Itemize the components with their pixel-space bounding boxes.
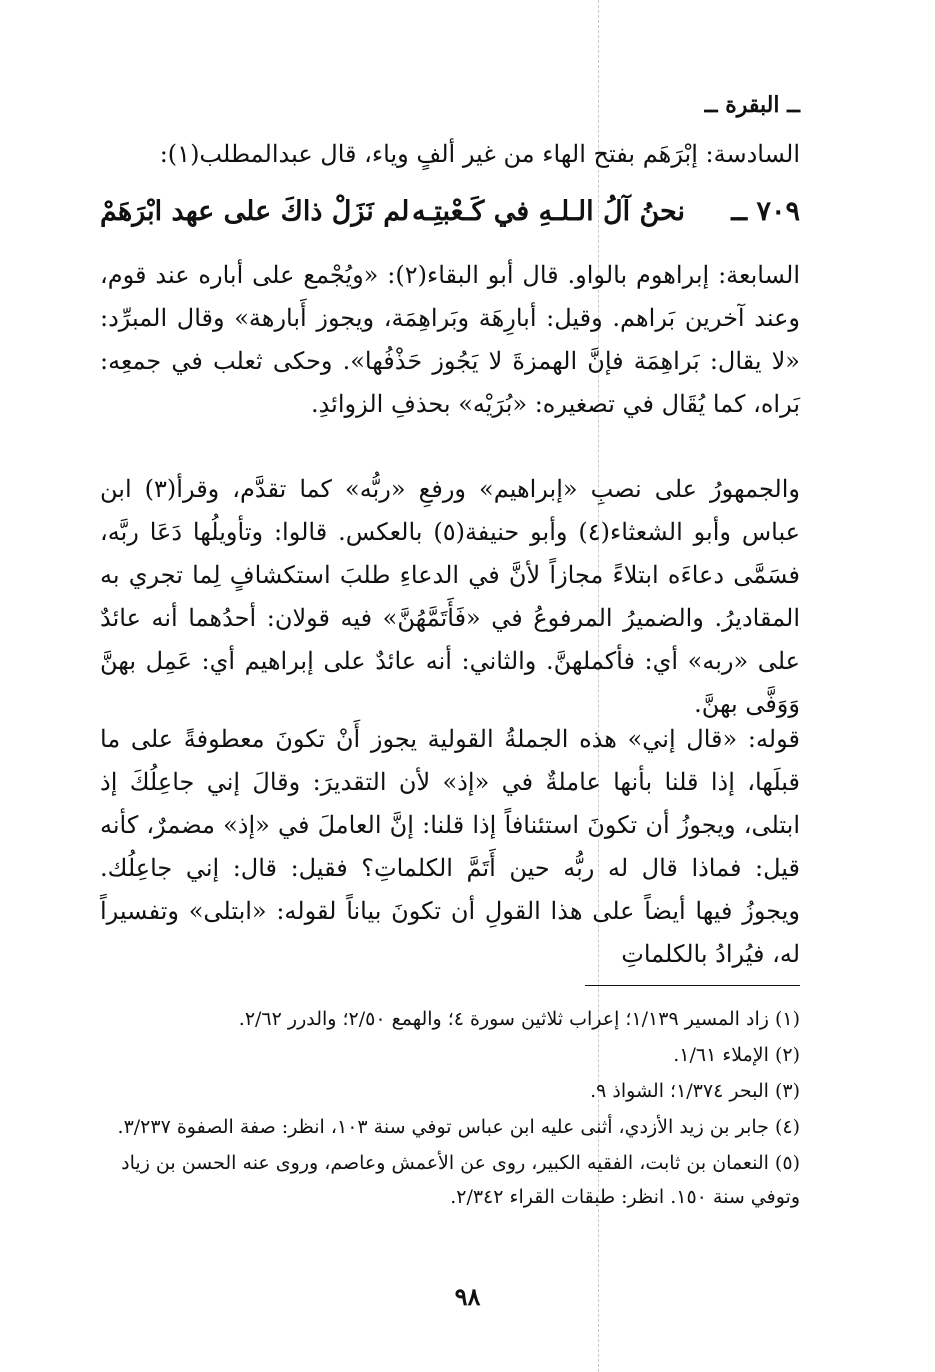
paragraph-seventh-variant: السابعة: إبراهوم بالواو. قال أبو البقاء(٢): «ويُجْمع على أباره عند قوم، وعند آخرين بَراهم. وقيل: أبارِهَة وبَراهِمَة، ويجوز أَبارهة» وقال المبرِّد: «لا يقال: بَراهِمَة فإنَّ الهمزةَ لا يَجُوز حَذْفُها». وحكى ثعلب في جمعِه: بَراه، كما يُقَال في تصغيره: «بُرَيْه» بحذفِ الزوائدِ. xyxy=(100,261,800,418)
footnotes-list xyxy=(100,1002,800,1216)
paragraph-qala-inni: قوله: «قال إني» هذه الجملةُ القولية يجوز أَنْ تكونَ معطوفةً على ما قبلَها، إذا قلنا بأنها عاملةٌ في «إذ» لأن التقديرَ: وقالَ إني جاعِلُكَ إذ ابتلى، ويجوزُ أن تكونَ استئنافاً إذا قلنا: إنَّ العاملَ في «إذ» مضمرٌ، كأنه قيل: فماذا قال له ربُّه حين أَتَمَّ الكلماتِ؟ فقيل: قال: إني جاعِلُك. ويجوزُ فيها أيضاً على هذا القولِ أن تكونَ بياناً لقوله: «ابتلى» وتفسيراً له، فيُرادُ بالكلماتِ xyxy=(100,725,800,968)
footnote-5: (٥) النعمان بن ثابت، الفقيه الكبير، روى عن الأعمش وعاصم، وروى عنه الحسن بن زياد وتوفي سنة ١٥٠. انظر: طبقات القراء ٢/٣٤٢. xyxy=(121,1152,800,1208)
page-number: ٩٨ xyxy=(454,1282,481,1311)
verse-first-hemistich: نحنُ آلُ الـلـهِ في كَـعْبتِـه xyxy=(411,196,685,227)
footnote-2: (٢) الإملاء ١/٦١. xyxy=(673,1044,800,1066)
footnote-1: (١) زاد المسير ١/١٣٩؛ إعراب ثلاثين سورة ٤؛ والهمع ٢/٥٠؛ والدرر ٢/٦٢. xyxy=(238,1008,800,1030)
footnote-4: (٤) جابر بن زيد الأزدي، أثنى عليه ابن عباس توفي سنة ١٠٣، انظر: صفة الصفوة ٣/٢٣٧. xyxy=(117,1116,800,1138)
poetry-verse xyxy=(100,192,800,240)
verse-number: ٧٠٩ ــ xyxy=(731,196,800,227)
footnote-separator xyxy=(585,985,800,986)
footnote-3: (٣) البحر ١/٣٧٤؛ الشواذ ٩. xyxy=(590,1080,800,1102)
verse-second-hemistich: لم نَزَلْ ذاكَ على عهد ابْرَهَمْ xyxy=(100,196,410,227)
running-head: ــ البقرة ــ xyxy=(704,92,800,118)
paragraph-readings: والجمهورُ على نصبِ «إبراهيم» ورفعِ «ربُّه» كما تقدَّم، وقرأ(٣) ابن عباس وأبو الشعثاء(٤) وأبو حنيفة(٥) بالعكس. قالوا: وتأويلُها دَعَا ربَّه، فسَمَّى دعاءَه ابتلاءً مجازاً لأنَّ في الدعاءِ طلبَ استكشافٍ لِما تجري به المقاديرُ. والضميرُ المرفوعُ في «فَأَتَمَّهُنَّ» فيه قولان: أحدُهما أنه عائدٌ على «ربه» أي: فأكملهنَّ. والثاني: أنه عائدٌ على إبراهيم أي: عَمِل بهنَّ وَوَفَّى بهنَّ. xyxy=(100,475,801,718)
paragraph-sixth-variant: السادسة: إبْرَهَم بفتح الهاء من غير ألفٍ وياء، قال عبدالمطلب(١): xyxy=(159,140,800,168)
